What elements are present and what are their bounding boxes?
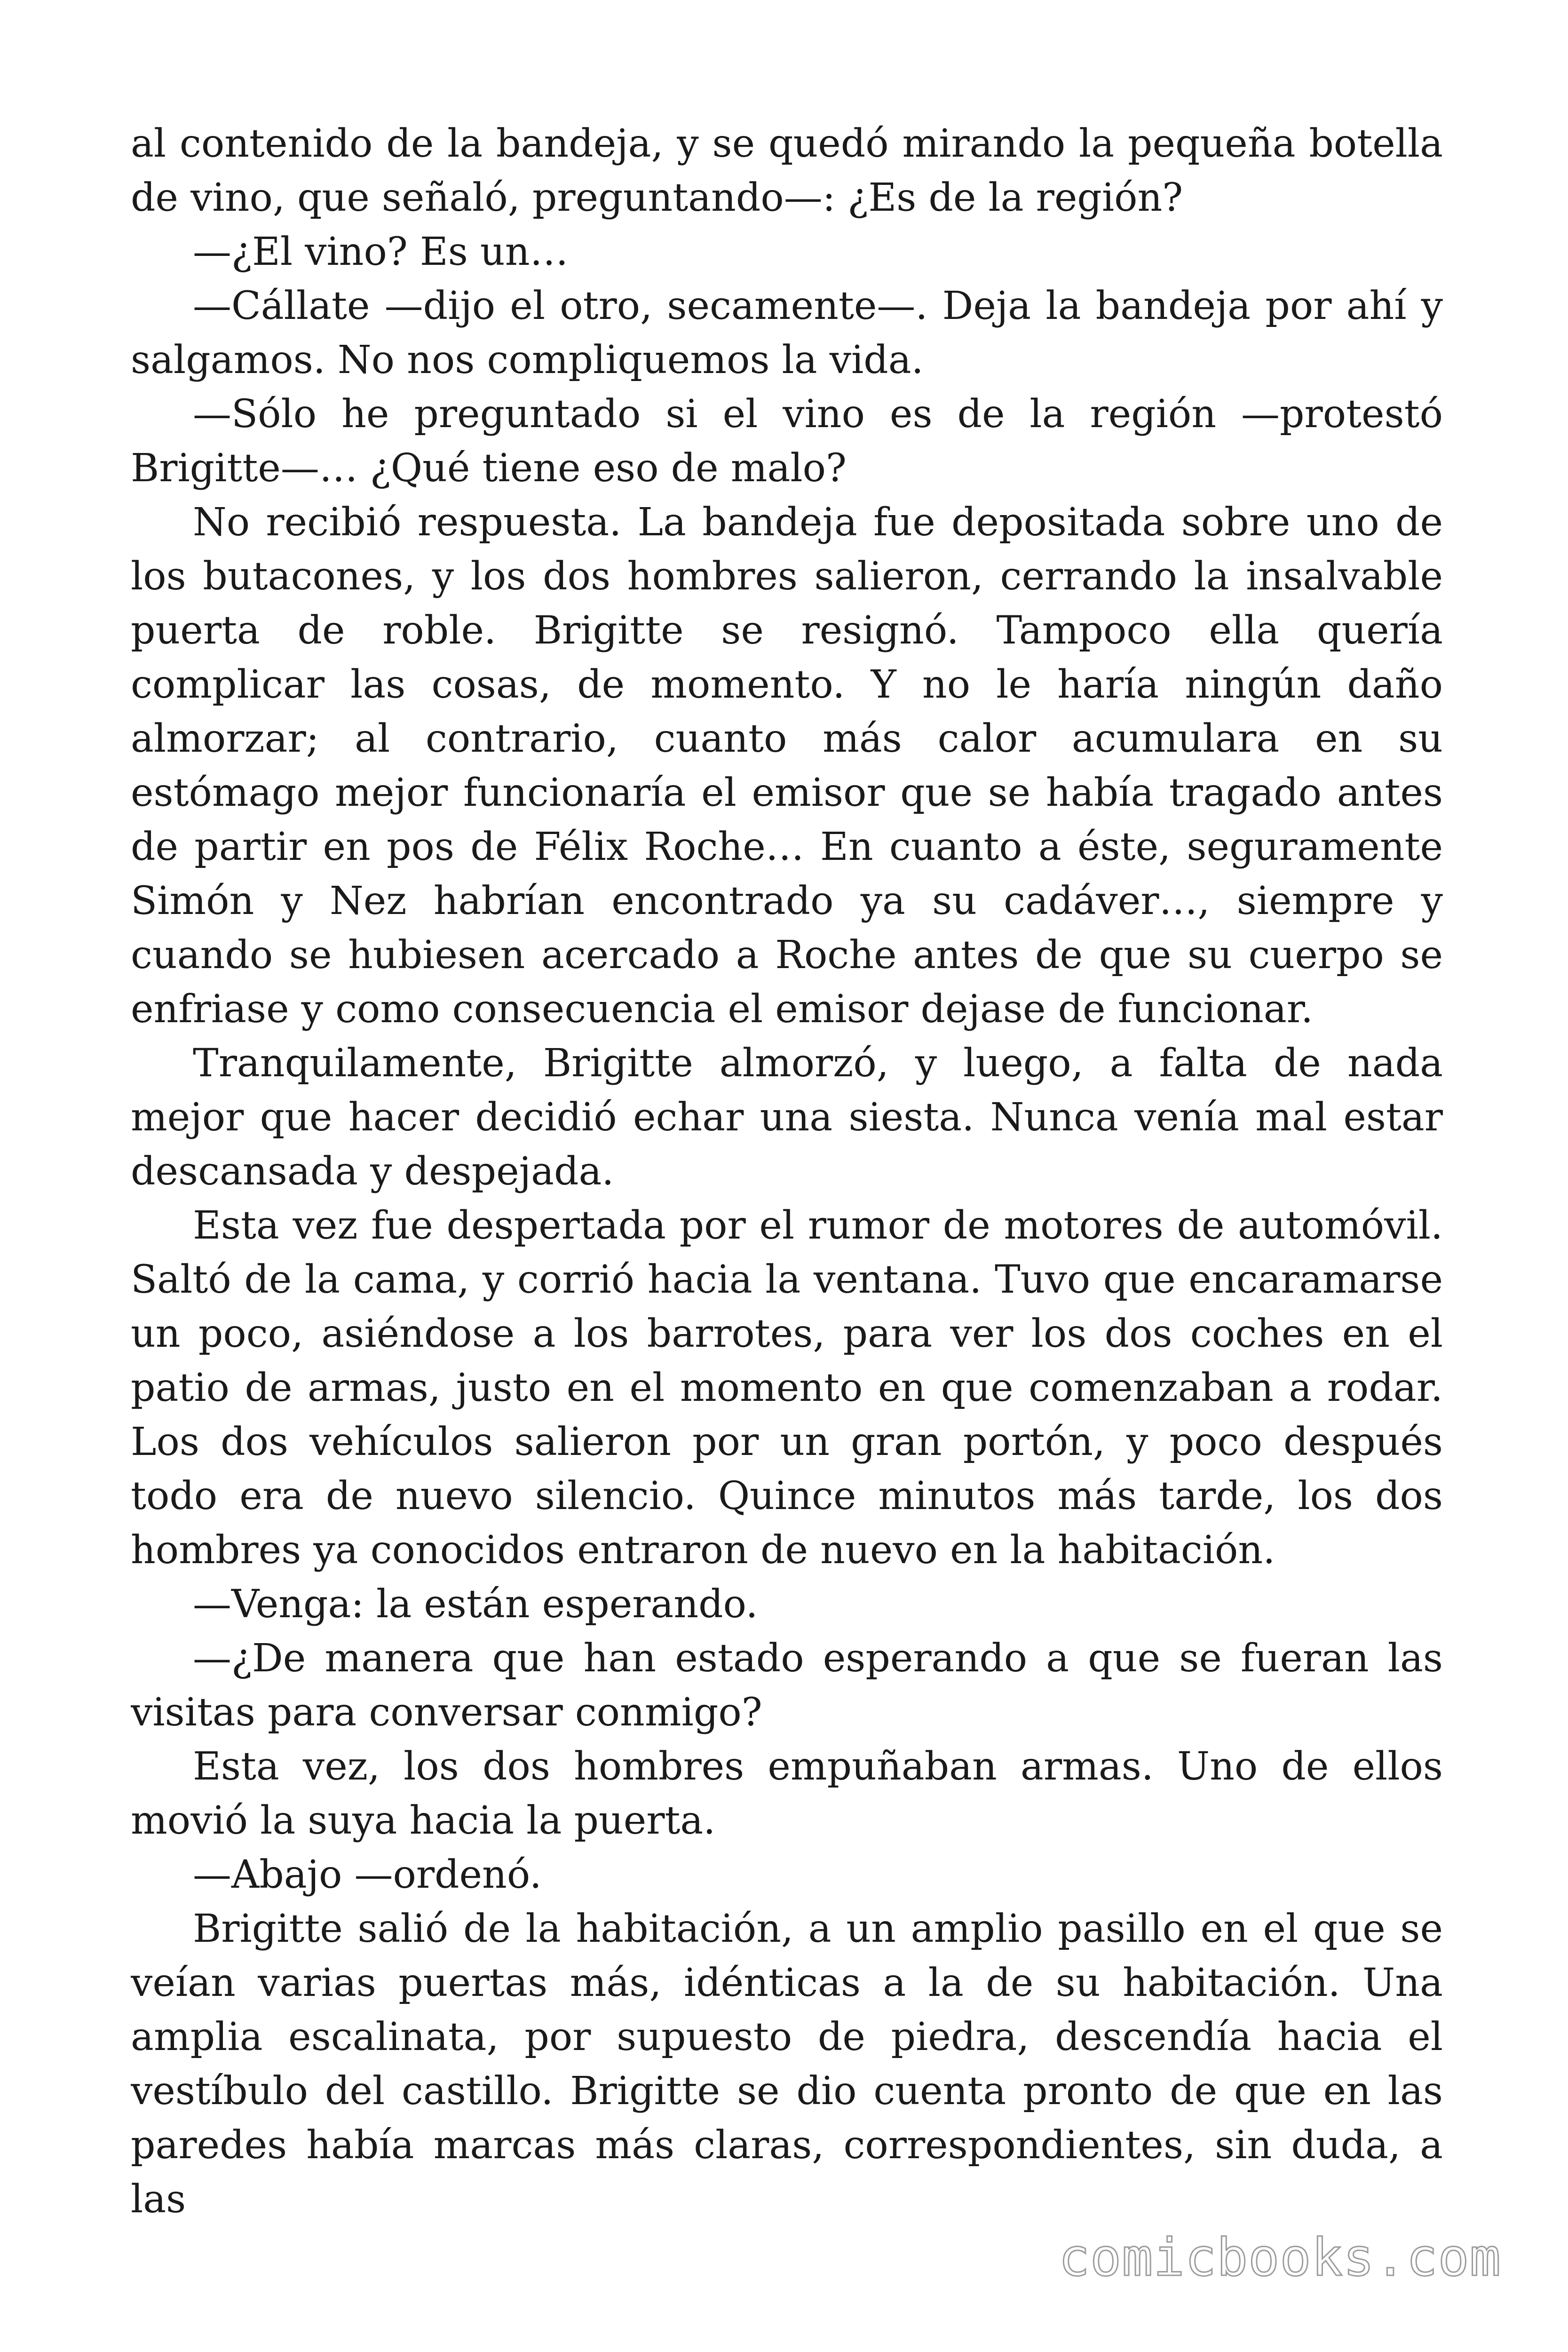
page-text — [131, 117, 1443, 2257]
watermark-logo: comicbooks.com — [1058, 2227, 1501, 2288]
paragraph-3: —Cállate —dijo el otro, secamente—. Deja la bandeja por ahí y salgamos. No nos compliquemos la vida. — [131, 284, 1443, 382]
paragraph-7: Esta vez fue despertada por el rumor de motores de automóvil. Saltó de la cama, y corrió hacia la ventana. Tuvo que encaramarse un poco, asiéndose a los barrotes, para ver los dos coches en el patio de armas, justo en el momento en que comenzaban a rodar. Los dos vehículos salieron por un gran portón, y poco después todo era de nuevo silencio. Quince minutos más tarde, los dos hombres ya conocidos entraron de nuevo en la habitación. — [131, 1203, 1443, 1573]
paragraph-11: —Abajo —ordenó. — [193, 1852, 542, 1897]
paragraph-12: Brigitte salió de la habitación, a un amplio pasillo en el que se veían varias puertas más, idénticas a la de su habitación. Una amplia escalinata, por supuesto de piedra, descendía hacia el vestíbulo del castillo. Brigitte se dio cuenta pronto de que en las paredes había marcas más claras, correspondientes, sin duda, a las — [131, 1907, 1443, 2222]
paragraph-4: —Sólo he preguntado si el vino es de la región —protestó Brigitte—… ¿Qué tiene eso de malo? — [131, 392, 1443, 491]
paragraph-8: —Venga: la están esperando. — [193, 1582, 758, 1627]
paragraph-1: al contenido de la bandeja, y se quedó mirando la pequeña botella de vino, que señaló, preguntando—: ¿Es de la región? — [131, 121, 1443, 220]
paragraph-9: —¿De manera que han estado esperando a que se fueran las visitas para conversar conmigo? — [131, 1636, 1443, 1735]
paragraph-6: Tranquilamente, Brigitte almorzó, y luego, a falta de nada mejor que hacer decidió echar una siesta. Nunca venía mal estar descansada y despejada. — [131, 1041, 1443, 1194]
paragraph-10: Esta vez, los dos hombres empuñaban armas. Uno de ellos movió la suya hacia la puerta. — [131, 1744, 1443, 1843]
paragraph-5: No recibió respuesta. La bandeja fue depositada sobre uno de los butacones, y los dos hombres salieron, cerrando la insalvable puerta de roble. Brigitte se resignó. Tampoco ella quería complicar las cosas, de momento. Y no le haría ningún daño almorzar; al contrario, cuanto más calor acumulara en su estómago mejor funcionaría el emisor que se había tragado antes de partir en pos de Félix Roche… En cuanto a éste, seguramente Simón y Nez habrían encontrado ya su cadáver…, siempre y cuando se hubiesen acercado a Roche antes de que su cuerpo se enfriase y como consecuencia el emisor dejase de funcionar. — [131, 500, 1443, 1032]
paragraph-2: —¿El vino? Es un… — [193, 230, 569, 274]
